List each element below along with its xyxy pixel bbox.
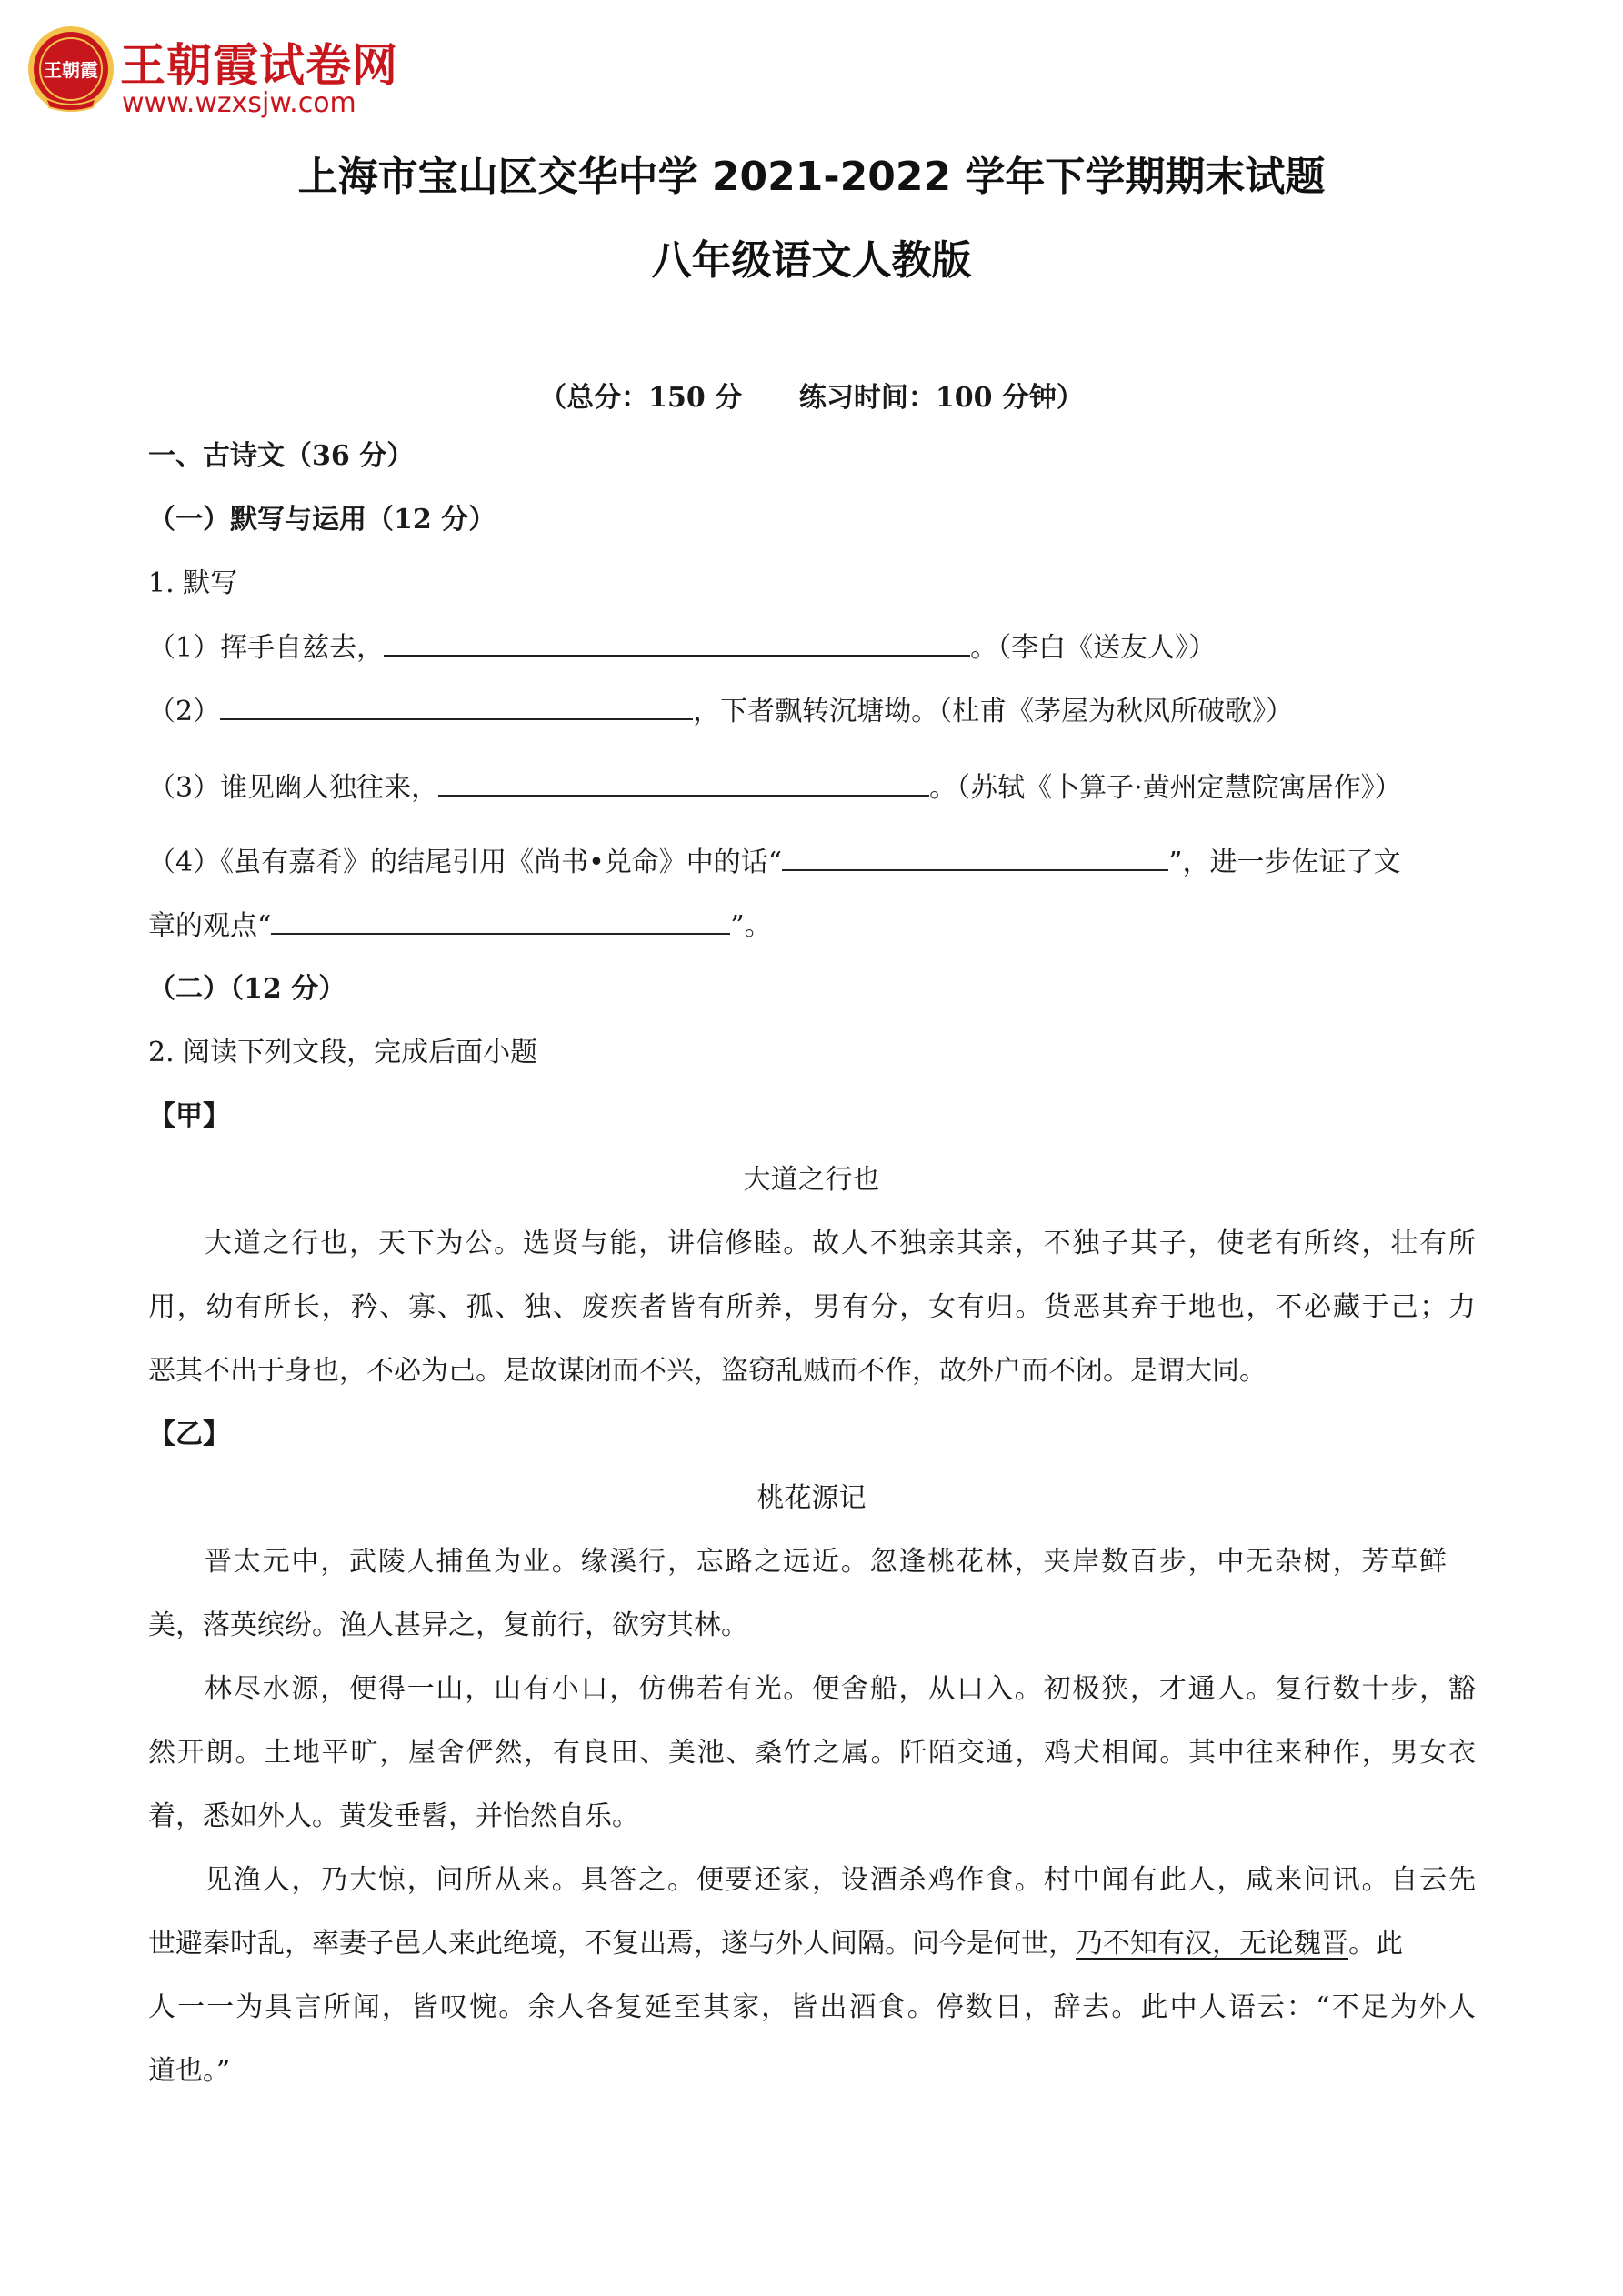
passage-jia-label: 【甲】 — [148, 1100, 230, 1132]
svg-text:王朝霞: 王朝霞 — [44, 59, 98, 81]
passage-yi-p2-line-3: 着，悉如外人。黄发垂髫，并怡然自乐。 — [148, 1800, 639, 1832]
part2-heading: （二）（12 分） — [148, 973, 346, 1005]
passage-yi-p2-line-1: 林尽水源，便得一山，山有小口，仿佛若有光。便舍船，从口入。初极狭，才通人。复行数十步，豁 — [205, 1673, 1476, 1705]
page-title: 上海市宝山区交华中学 2021-2022 学年下学期期末试题 — [297, 154, 1326, 200]
answer-blank-2[interactable] — [220, 693, 693, 720]
answer-blank-4b[interactable] — [271, 907, 730, 935]
seal-icon — [25, 24, 116, 115]
site-logo[interactable] — [25, 24, 407, 124]
underlined-phrase: 乃不知有汉，无论魏晋 — [1076, 1928, 1348, 1960]
passage-yi-title: 桃花源记 — [756, 1482, 867, 1514]
fill-item-4: （4）《虽有嘉肴》的结尾引用《尚书•兑命》中的话“ ”，进一步佐证了文 — [148, 844, 1476, 881]
passage-yi-label: 【乙】 — [148, 1419, 230, 1450]
passage-yi-p1-line-2: 美，落英缤纷。渔人甚异之，复前行，欲穷其林。 — [148, 1609, 748, 1641]
passage-yi-p3-line-4: 道也。” — [148, 2055, 231, 2087]
answer-blank-4a[interactable] — [782, 844, 1168, 871]
page-subtitle: 八年级语文人教版 — [651, 237, 972, 284]
fill-item-4-continued: 章的观点“ ”。 — [148, 907, 1476, 945]
exam-meta: （总分：150 分 练习时间：100 分钟） — [539, 382, 1084, 414]
passage-jia-title: 大道之行也 — [743, 1164, 880, 1196]
question-1-label: 1. 默写 — [148, 567, 238, 599]
answer-blank-1[interactable] — [384, 629, 970, 657]
passage-yi-p3-line-1: 见渔人，乃大惊，问所从来。具答之。便要还家，设酒杀鸡作食。村中闻有此人，咸来问讯。自云先 — [205, 1864, 1476, 1896]
passage-yi-p3-line-3: 人一一为具言所闻，皆叹惋。余人各复延至其家，皆出酒食。停数日，辞去。此中人语云：“不足为外人 — [148, 1991, 1476, 2023]
fill-item-1: （1）挥手自兹去， 。（李白《送友人》） — [148, 629, 1476, 667]
passage-yi-p3-line-2: 世避秦时乱，率妻子邑人来此绝境，不复出焉，遂与外人间隔。问今是何世，乃不知有汉，无论魏晋。此 — [148, 1928, 1403, 1960]
answer-blank-3[interactable] — [438, 769, 929, 797]
logo-name: 王朝霞试卷网 — [120, 39, 398, 92]
passage-yi-p1-line-1: 晋太元中，武陵人捕鱼为业。缘溪行，忘路之远近。忽逢桃花林，夹岸数百步，中无杂树，芳草鲜 — [205, 1546, 1447, 1578]
section-heading: 一、古诗文（36 分） — [148, 440, 415, 472]
logo-url[interactable]: www.wzxsjw.com — [122, 87, 356, 119]
part1-heading: （一）默写与运用（12 分） — [148, 504, 496, 536]
fill-item-3: （3）谁见幽人独往来， 。（苏轼《卜算子·黄州定慧院寓居作》） — [148, 769, 1476, 807]
question-2-label: 2. 阅读下列文段，完成后面小题 — [148, 1037, 538, 1068]
passage-jia-line-3: 恶其不出于身也，不必为己。是故谋闭而不兴，盗窃乱贼而不作，故外户而不闭。是谓大同。 — [148, 1355, 1267, 1387]
passage-jia-line-1: 大道之行也，天下为公。选贤与能，讲信修睦。故人不独亲其亲，不独子其子，使老有所终，壮有所 — [205, 1228, 1476, 1259]
passage-jia-line-2: 用，幼有所长，矜、寡、孤、独、废疾者皆有所养，男有分，女有归。货恶其弃于地也，不必藏于己；力 — [148, 1291, 1476, 1323]
passage-yi-p2-line-2: 然开朗。土地平旷，屋舍俨然，有良田、美池、桑竹之属。阡陌交通，鸡犬相闻。其中往来种作，男女衣 — [148, 1737, 1476, 1769]
fill-item-2: （2） ，下者飘转沉塘坳。（杜甫《茅屋为秋风所破歌》） — [148, 693, 1476, 730]
